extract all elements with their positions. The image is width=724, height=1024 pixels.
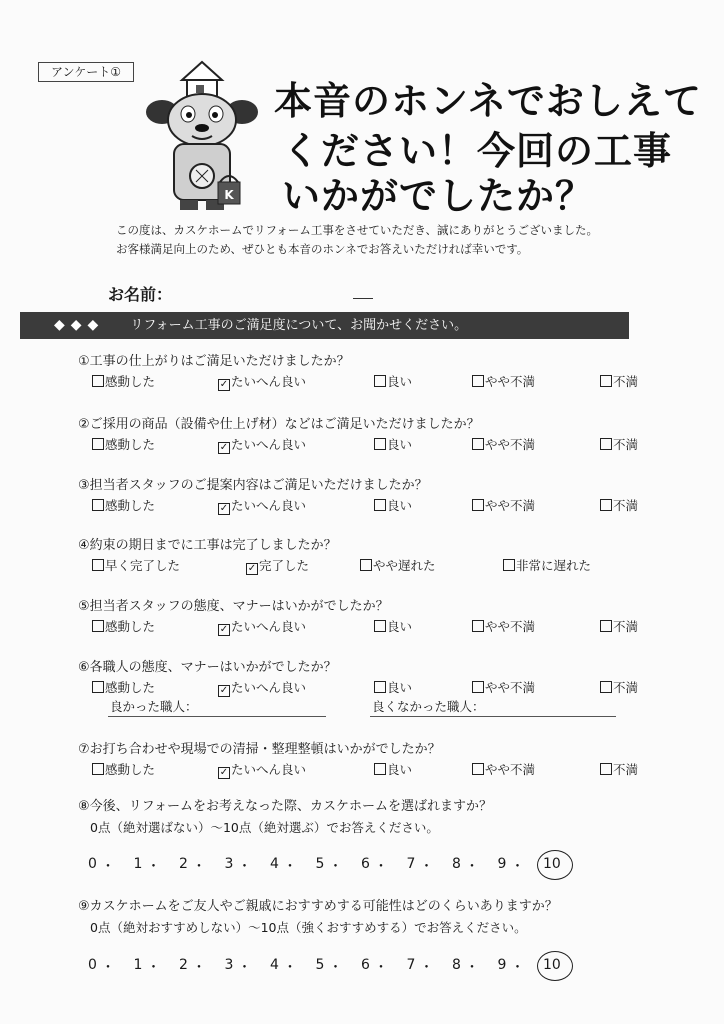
- checkbox[interactable]: [472, 763, 484, 775]
- option-label: やや不満: [485, 374, 536, 389]
- intro-line-1: この度は、カスケホームでリフォーム工事をさせていただき、誠にありがとうございました。: [116, 223, 598, 237]
- option-label: 良い: [387, 498, 413, 513]
- checkbox[interactable]: [92, 438, 104, 450]
- good-craftsman-label: 良かった職人：: [110, 699, 198, 714]
- option-q3-1[interactable]: [92, 496, 155, 514]
- option-q6-2[interactable]: [218, 678, 306, 697]
- bad-craftsman-label: 良くなかった職人：: [372, 699, 485, 714]
- checkbox[interactable]: [374, 375, 386, 387]
- section-diamonds: ◆◆◆: [54, 317, 105, 333]
- score-1[interactable]: 1: [133, 856, 143, 872]
- score-9[interactable]: 9: [497, 957, 507, 973]
- bad-craftsman-field[interactable]: [370, 716, 616, 717]
- checkbox[interactable]: ✓: [247, 563, 257, 574]
- title-line-3: いかがでしたか？: [282, 174, 595, 218]
- checkbox[interactable]: [600, 438, 612, 450]
- option-label: 感動した: [105, 498, 156, 513]
- option-q5-1[interactable]: [92, 617, 155, 635]
- scale-dot: ・: [419, 960, 434, 976]
- scale-dot: ・: [237, 859, 252, 875]
- option-label: 不満: [613, 680, 639, 695]
- selected-score-circle: [537, 951, 573, 981]
- scale-dot: ・: [237, 960, 252, 976]
- scale-dot: ・: [510, 960, 525, 976]
- mascot-badge: K: [224, 188, 234, 202]
- option-label: やや不満: [485, 619, 536, 634]
- checkbox[interactable]: [92, 559, 104, 571]
- option-q3-3[interactable]: [374, 496, 412, 514]
- score-6[interactable]: 6: [361, 957, 370, 973]
- option-label: 良い: [387, 374, 413, 389]
- checkbox[interactable]: [92, 763, 104, 775]
- option-label: やや不満: [485, 498, 536, 513]
- question-4: ④約束の期日までに工事は完了しましたか？: [78, 538, 337, 553]
- score-8[interactable]: 8: [452, 856, 461, 872]
- question-6: ⑥各職人の態度、マナーはいかがでしたか？: [78, 660, 337, 675]
- checkbox[interactable]: [360, 559, 372, 571]
- option-label: 良い: [387, 680, 413, 695]
- question-9-instruction: 0点（絶対おすすめしない）～10点（強くおすすめする）でお答えください。: [90, 920, 527, 935]
- option-label: 不満: [613, 498, 639, 513]
- option-q2-3[interactable]: [374, 435, 412, 453]
- option-label: 完了した: [259, 558, 310, 573]
- scale-dot: ・: [328, 859, 343, 875]
- option-q3-4[interactable]: [472, 496, 535, 514]
- scale-dot: ・: [465, 960, 479, 976]
- score-7[interactable]: 7: [406, 957, 416, 973]
- checkbox[interactable]: [374, 620, 386, 632]
- option-label: 非常に遅れた: [516, 558, 592, 573]
- checkbox[interactable]: ✓: [219, 379, 229, 390]
- checkbox[interactable]: [600, 763, 612, 775]
- checkbox[interactable]: ✓: [219, 503, 229, 514]
- checkbox[interactable]: ✓: [219, 442, 229, 453]
- title-line-1: 本音のホンネでおしえて: [274, 79, 702, 123]
- option-label: たいへん良い: [231, 762, 307, 777]
- scale-dot: ・: [374, 960, 388, 976]
- option-label: たいへん良い: [231, 437, 307, 452]
- option-q1-1[interactable]: [92, 372, 155, 390]
- section-header: [20, 312, 629, 339]
- scale-dot: ・: [328, 960, 343, 976]
- option-label: やや不満: [485, 437, 536, 452]
- option-q5-3[interactable]: [374, 617, 412, 635]
- option-label: やや不満: [485, 680, 536, 695]
- score-8[interactable]: 8: [452, 957, 461, 973]
- checkbox[interactable]: [600, 375, 612, 387]
- score-10[interactable]: 10: [543, 957, 561, 973]
- option-label: 不満: [613, 374, 639, 389]
- checkbox[interactable]: [472, 375, 484, 387]
- checkbox[interactable]: [374, 681, 386, 693]
- scale-dot: ・: [146, 859, 161, 875]
- checkbox[interactable]: [374, 499, 386, 511]
- option-q5-2[interactable]: [218, 617, 306, 636]
- question-8: ⑧今後、リフォームをお考えなった際、カスケホームを選ばれますか？: [78, 799, 493, 814]
- score-0[interactable]: 0: [88, 856, 97, 872]
- scale-dot: ・: [192, 859, 206, 875]
- question-5: ⑤担当者スタッフの態度、マナーはいかがでしたか？: [78, 599, 389, 614]
- option-q7-1[interactable]: [92, 760, 155, 778]
- option-label: 不満: [613, 619, 639, 634]
- option-q1-2[interactable]: [218, 372, 306, 391]
- option-q1-4[interactable]: [472, 372, 535, 390]
- scale-dot: ・: [101, 960, 115, 976]
- checkbox[interactable]: [92, 499, 104, 511]
- option-label: 感動した: [105, 762, 156, 777]
- checkbox[interactable]: [503, 559, 515, 571]
- option-q5-5[interactable]: [600, 617, 638, 635]
- checkbox[interactable]: [374, 438, 386, 450]
- option-label: 早く完了した: [105, 558, 181, 573]
- question-3: ③担当者スタッフのご提案内容はご満足いただけましたか？: [78, 478, 428, 493]
- checkbox[interactable]: ✓: [219, 624, 229, 635]
- scale-dot: ・: [465, 859, 479, 875]
- score-9[interactable]: 9: [497, 856, 507, 872]
- option-label: 良い: [387, 437, 413, 452]
- name-label: お名前：: [108, 285, 173, 304]
- option-q7-3[interactable]: [374, 760, 412, 778]
- score-3[interactable]: 3: [224, 957, 234, 973]
- checkbox[interactable]: [472, 438, 484, 450]
- score-3[interactable]: 3: [224, 856, 234, 872]
- option-q3-2[interactable]: [218, 496, 306, 515]
- option-q2-1[interactable]: [92, 435, 155, 453]
- checkbox[interactable]: [600, 620, 612, 632]
- score-10[interactable]: 10: [543, 856, 561, 872]
- scale-dot: ・: [374, 859, 388, 875]
- option-q6-4[interactable]: [472, 678, 535, 696]
- option-label: 不満: [613, 762, 639, 777]
- score-2[interactable]: 2: [179, 957, 188, 973]
- option-label: たいへん良い: [231, 374, 307, 389]
- option-label: 感動した: [105, 374, 156, 389]
- score-5[interactable]: 5: [315, 957, 325, 973]
- option-label: やや遅れた: [373, 558, 436, 573]
- option-q6-1[interactable]: [92, 678, 155, 696]
- question-2: ②ご採用の商品（設備や仕上げ材）などはご満足いただけましたか？: [78, 417, 480, 432]
- checkbox[interactable]: [374, 763, 386, 775]
- option-label: 良い: [387, 619, 413, 634]
- option-q6-3[interactable]: [374, 678, 412, 696]
- option-q2-4[interactable]: [472, 435, 535, 453]
- scale-dot: ・: [283, 859, 297, 875]
- scale-dot: ・: [510, 859, 525, 875]
- option-label: 良い: [387, 762, 413, 777]
- option-q6-5[interactable]: [600, 678, 638, 696]
- option-q4-2[interactable]: [246, 556, 309, 575]
- checkbox[interactable]: [92, 620, 104, 632]
- option-label: 感動した: [105, 680, 156, 695]
- option-label: たいへん良い: [231, 680, 307, 695]
- score-7[interactable]: 7: [406, 856, 416, 872]
- checkbox[interactable]: ✓: [219, 685, 229, 696]
- option-q2-2[interactable]: [218, 435, 306, 454]
- option-q1-5[interactable]: [600, 372, 638, 390]
- option-label: 感動した: [105, 437, 156, 452]
- question-1: ①工事の仕上がりはご満足いただけましたか？: [78, 354, 350, 369]
- checkbox[interactable]: [472, 499, 484, 511]
- option-q4-3[interactable]: [360, 556, 436, 574]
- option-label: たいへん良い: [231, 498, 307, 513]
- option-q4-1[interactable]: [92, 556, 180, 574]
- option-q2-5[interactable]: [600, 435, 638, 453]
- question-9: ⑨カスケホームをご友人やご親戚におすすめする可能性はどのくらいありますか？: [78, 899, 558, 914]
- option-q7-5[interactable]: [600, 760, 638, 778]
- checkbox[interactable]: ✓: [219, 767, 229, 778]
- score-6[interactable]: 6: [361, 856, 370, 872]
- section-title: リフォーム工事のご満足度について、お聞かせください。: [130, 318, 468, 333]
- score-0[interactable]: 0: [88, 957, 97, 973]
- scale-dot: ・: [283, 960, 297, 976]
- scale-dot: ・: [146, 960, 161, 976]
- option-q7-4[interactable]: [472, 760, 535, 778]
- checkbox[interactable]: [472, 620, 484, 632]
- option-label: やや不満: [485, 762, 536, 777]
- option-q5-4[interactable]: [472, 617, 535, 635]
- score-1[interactable]: 1: [133, 957, 143, 973]
- score-2[interactable]: 2: [179, 856, 188, 872]
- option-label: 不満: [613, 437, 639, 452]
- intro-line-2: お客様満足向上のため、ぜひとも本音のホンネでお答えいただければ幸いです。: [116, 242, 529, 256]
- question-8-instruction: 0点（絶対選ばない）～10点（絶対選ぶ）でお答えください。: [90, 820, 439, 835]
- option-label: たいへん良い: [231, 619, 307, 634]
- checkbox[interactable]: [92, 375, 104, 387]
- survey-tag: アンケート①: [38, 62, 134, 82]
- mascot-illustration: [140, 58, 265, 218]
- good-craftsman-field[interactable]: [108, 716, 326, 717]
- option-q3-5[interactable]: [600, 496, 638, 514]
- scale-dot: ・: [192, 960, 206, 976]
- option-q1-3[interactable]: [374, 372, 412, 390]
- option-label: 感動した: [105, 619, 156, 634]
- checkbox[interactable]: [472, 681, 484, 693]
- checkbox[interactable]: [600, 499, 612, 511]
- option-q4-4[interactable]: [503, 556, 591, 574]
- selected-score-circle: [537, 850, 573, 880]
- title-line-2: ください！今回の工事: [282, 129, 673, 173]
- score-4[interactable]: 4: [270, 957, 279, 973]
- option-q7-2[interactable]: [218, 760, 306, 779]
- scale-dot: ・: [419, 859, 434, 875]
- checkbox[interactable]: [600, 681, 612, 693]
- score-4[interactable]: 4: [270, 856, 279, 872]
- name-field-line[interactable]: [353, 298, 373, 299]
- scale-dot: ・: [101, 859, 115, 875]
- question-7: ⑦お打ち合わせや現場での清掃・整理整頓はいかがでしたか？: [78, 742, 441, 757]
- checkbox[interactable]: [92, 681, 104, 693]
- score-5[interactable]: 5: [315, 856, 325, 872]
